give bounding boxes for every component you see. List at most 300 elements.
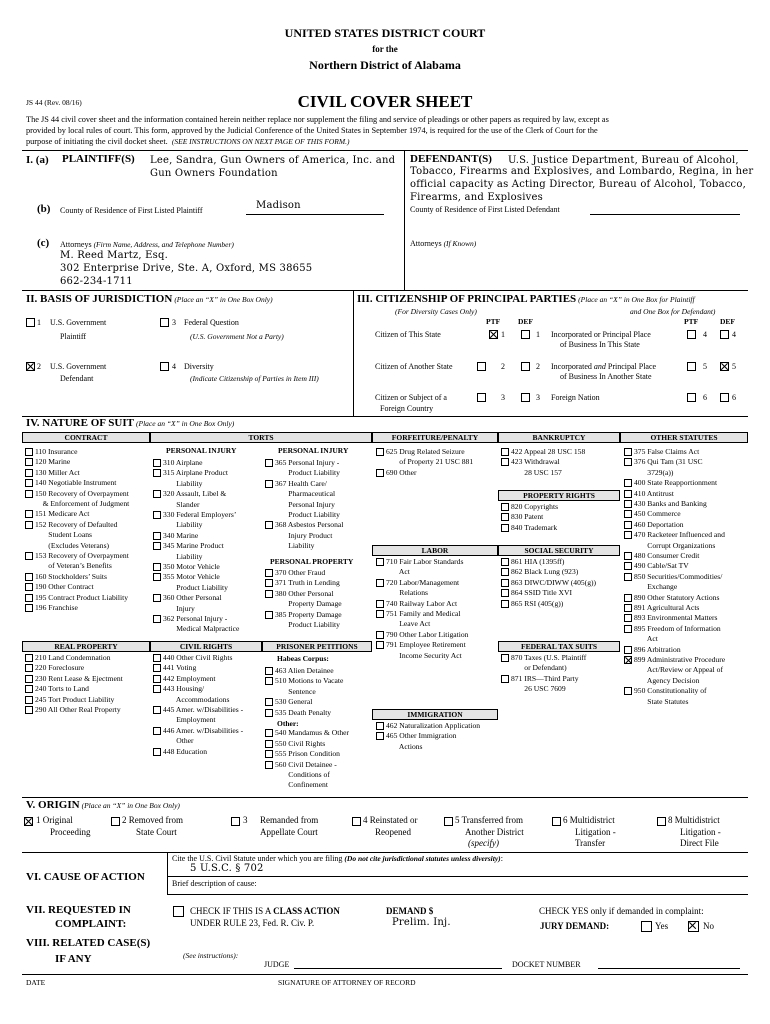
nos-label-410: 410 Antitrust bbox=[634, 488, 674, 498]
nos-label-450: 450 Commerce bbox=[634, 509, 681, 519]
page-title: CIVIL COVER SHEET bbox=[297, 92, 473, 111]
nos-label-380: 380 Other Personal bbox=[275, 588, 334, 598]
prisoner-petitions-line-cont: Sentence bbox=[275, 686, 316, 696]
nos-label-710: 710 Fair Labor Standards bbox=[386, 557, 464, 566]
nos-checkbox-371[interactable] bbox=[265, 579, 273, 587]
nos-label-355: 355 Motor Vehicle bbox=[163, 572, 220, 582]
nos-label-861: 861 HIA (1395ff) bbox=[511, 557, 565, 566]
prisoner-petitions-line-cont: Conditions of bbox=[275, 770, 330, 779]
nos-checkbox-462[interactable] bbox=[376, 722, 384, 730]
foreign-nation-label: Foreign Nation bbox=[551, 393, 600, 402]
torts-personal-property-line-cont: Product Liability bbox=[275, 620, 340, 629]
nos-label-460: 460 Deportation bbox=[634, 519, 684, 529]
nos-checkbox-480[interactable] bbox=[624, 552, 632, 560]
nos-label-790: 790 Other Labor Litigation bbox=[386, 629, 469, 639]
nos-checkbox-385[interactable] bbox=[265, 611, 273, 619]
section-3-note-2: (For Diversity Cases Only) bbox=[395, 307, 477, 316]
origin-2-sub: State Court bbox=[136, 827, 177, 837]
nos-checkbox-240[interactable] bbox=[25, 685, 33, 693]
nos-checkbox-864[interactable] bbox=[501, 589, 509, 597]
nos-label-540: 540 Mandamus & Other bbox=[275, 728, 350, 738]
nos-label-840: 840 Trademark bbox=[511, 522, 558, 532]
citizen-1-ptf-num: 1 bbox=[501, 330, 505, 339]
nos-checkbox-890[interactable] bbox=[624, 594, 632, 602]
nos-label-371: 371 Truth in Lending bbox=[275, 578, 340, 588]
nos-checkbox-151[interactable] bbox=[25, 510, 33, 518]
ptf-header-right: PTF bbox=[684, 317, 699, 326]
nos-label-320: 320 Assault, Libel & bbox=[163, 489, 227, 499]
nos-checkbox-152[interactable] bbox=[25, 521, 33, 529]
nos-checkbox-440[interactable] bbox=[153, 654, 161, 662]
labor-line-cont: Act bbox=[386, 567, 410, 577]
section-2-title: II. BASIS OF JURISDICTION (Place an “X” in One Box Only) bbox=[26, 293, 273, 305]
citizen-6-def-num: 6 bbox=[732, 393, 736, 402]
nos-checkbox-865[interactable] bbox=[501, 600, 509, 608]
court-name: UNITED STATES DISTRICT COURT bbox=[284, 26, 486, 40]
origin-8-sub: Litigation - bbox=[680, 827, 721, 837]
nos-checkbox-863[interactable] bbox=[501, 579, 509, 587]
plaintiffs-label: PLAINTIFF(S) bbox=[62, 153, 135, 165]
nos-label-530: 530 General bbox=[275, 697, 313, 707]
header-prisoner-petitions: PRISONER PETITIONS bbox=[262, 641, 372, 652]
jury-no-label: No bbox=[703, 921, 714, 931]
citizen-2-def-num: 2 bbox=[536, 362, 540, 371]
nos-checkbox-550[interactable] bbox=[265, 740, 273, 748]
incorporated-this-state-def-checkbox[interactable] bbox=[720, 330, 729, 339]
nos-checkbox-430[interactable] bbox=[624, 500, 632, 508]
nos-label-510: 510 Motions to Vacate bbox=[275, 676, 344, 686]
nos-checkbox-380[interactable] bbox=[265, 590, 273, 598]
nos-checkbox-790[interactable] bbox=[376, 631, 384, 639]
nos-label-850: 850 Securities/Commodities/ bbox=[634, 571, 723, 581]
nos-label-720: 720 Labor/Management bbox=[386, 577, 460, 587]
nos-checkbox-220[interactable] bbox=[25, 664, 33, 672]
jurisdiction-3-label: Federal Question bbox=[184, 318, 239, 327]
intro-line-1: The JS 44 civil cover sheet and the information contained herein neither replace nor supplement the filing and service of pleadings or other papers as required by law, except as bbox=[26, 115, 609, 124]
signature-label: SIGNATURE OF ATTORNEY OF RECORD bbox=[278, 978, 416, 987]
nos-label-448: 448 Education bbox=[163, 746, 208, 756]
nos-label-220: 220 Foreclosure bbox=[35, 663, 85, 673]
torts-personal-injury-line-cont: Liability bbox=[163, 520, 203, 530]
nos-checkbox-871[interactable] bbox=[501, 675, 509, 683]
nos-label-140: 140 Negotiable Instrument bbox=[35, 478, 117, 488]
nos-label-360: 360 Other Personal bbox=[163, 593, 222, 603]
nos-label-871: 871 IRS—Third Party bbox=[511, 673, 579, 683]
nos-label-190: 190 Other Contract bbox=[35, 582, 94, 592]
torts-personal-injury-line-cont: Liability bbox=[163, 551, 203, 561]
attorney-line-2[interactable]: 302 Enterprise Drive, Ste. A, Oxford, MS 38655 bbox=[60, 263, 313, 274]
torts-personal-injury-product-line-cont: Pharmaceutical bbox=[275, 489, 336, 499]
citizen-foreign-label: Citizen or Subject of a bbox=[375, 393, 447, 402]
labor-line-cont: Income Security Act bbox=[386, 650, 462, 660]
torts-personal-injury-line-cont: Liability bbox=[163, 478, 203, 488]
nos-label-230: 230 Rent Lease & Ejectment bbox=[35, 673, 123, 683]
torts-personal-injury-product-line-cont: Personal Injury bbox=[275, 499, 335, 509]
nos-checkbox-370[interactable] bbox=[265, 569, 273, 577]
nos-label-376: 376 Qui Tam (31 USC bbox=[634, 457, 703, 467]
class-action-label: CHECK IF THIS IS A CLASS ACTION bbox=[190, 906, 340, 916]
jurisdiction-1-checkbox[interactable] bbox=[26, 318, 35, 327]
citizen-this-state-label: Citizen of This State bbox=[375, 330, 441, 339]
other-statutes-line-cont: Agency Decision bbox=[634, 675, 700, 685]
nos-checkbox-861[interactable] bbox=[501, 558, 509, 566]
jurisdiction-1-sub: Plaintiff bbox=[60, 332, 87, 341]
other-statutes-line-cont: State Statutes bbox=[634, 696, 689, 706]
nos-checkbox-410[interactable] bbox=[624, 490, 632, 498]
attorney-line-3[interactable]: 662-234-1711 bbox=[60, 276, 133, 287]
civil-rights-line-cont: Other bbox=[163, 736, 194, 746]
nos-label-893: 893 Environmental Matters bbox=[634, 613, 718, 623]
nos-checkbox-368[interactable] bbox=[265, 521, 273, 529]
citizen-foreign-ptf-checkbox[interactable] bbox=[477, 393, 486, 402]
incorporated-another-state-ptf-checkbox[interactable] bbox=[687, 362, 696, 371]
nos-label-195: 195 Contract Product Liability bbox=[35, 592, 129, 602]
plaintiffs-value-2[interactable]: Gun Owners Foundation bbox=[150, 168, 278, 179]
torts-personal-injury-product-line-cont: Injury Product bbox=[275, 530, 333, 540]
nos-checkbox-530[interactable] bbox=[265, 698, 273, 706]
origin-3-sub: Appellate Court bbox=[260, 827, 318, 837]
nos-label-370: 370 Other Fraud bbox=[275, 568, 326, 577]
nos-label-865: 865 RSI (405(g)) bbox=[511, 598, 564, 608]
for-the: for the bbox=[372, 44, 398, 54]
prisoner-petitions-line-cont: Confinement bbox=[275, 780, 328, 790]
habeas-corpus-header: Habeas Corpus: bbox=[277, 654, 329, 663]
nos-label-375: 375 False Claims Act bbox=[634, 447, 700, 456]
defendants-value-1[interactable]: U.S. Justice Department, Bureau of Alcohol, bbox=[508, 155, 739, 166]
nos-checkbox-330[interactable] bbox=[153, 511, 161, 519]
citizen-another-state-def-checkbox[interactable] bbox=[521, 362, 530, 371]
nos-label-110: 110 Insurance bbox=[35, 447, 78, 456]
origin-5-checkbox[interactable] bbox=[444, 817, 453, 826]
jurisdiction-1-label: U.S. Government bbox=[50, 318, 107, 327]
class-action-checkbox[interactable] bbox=[173, 906, 184, 917]
nos-checkbox-422[interactable] bbox=[501, 448, 509, 456]
def-header-left: DEF bbox=[518, 317, 533, 326]
nos-checkbox-290[interactable] bbox=[25, 706, 33, 714]
nos-checkbox-423[interactable] bbox=[501, 458, 509, 466]
nos-checkbox-400[interactable] bbox=[624, 479, 632, 487]
nos-label-130: 130 Miller Act bbox=[35, 467, 80, 477]
citizen-1-def-num: 1 bbox=[536, 330, 540, 339]
nos-checkbox-230[interactable] bbox=[25, 675, 33, 683]
origin-5-sub: Another District bbox=[465, 827, 524, 837]
section-8-title-2: IF ANY bbox=[55, 953, 92, 965]
section-6-title: VI. CAUSE OF ACTION bbox=[26, 871, 145, 883]
header-contract: CONTRACT bbox=[22, 432, 150, 443]
nos-label-950: 950 Constitutionality of bbox=[634, 686, 707, 696]
section-1c-label: (c) bbox=[37, 237, 50, 249]
nos-checkbox-362[interactable] bbox=[153, 615, 161, 623]
nos-checkbox-895[interactable] bbox=[624, 625, 632, 633]
jurisdiction-3-checkbox[interactable] bbox=[160, 318, 169, 327]
nos-checkbox-365[interactable] bbox=[265, 459, 273, 467]
intro-line-3: purpose of initiating the civil docket sheet. (SEE INSTRUCTIONS ON NEXT PAGE OF THIS FORM.) bbox=[26, 137, 350, 146]
nos-checkbox-210[interactable] bbox=[25, 654, 33, 662]
nos-checkbox-862[interactable] bbox=[501, 568, 509, 576]
nos-label-899: 899 Administrative Procedure bbox=[634, 655, 726, 664]
nos-checkbox-320[interactable] bbox=[153, 490, 161, 498]
intro-line-2: provided by local rules of court. This form, approved by the Judicial Conference of the United States in September 1974, is required for the use of the Clerk of Court for the bbox=[26, 126, 598, 135]
nos-label-422: 422 Appeal 28 USC 158 bbox=[511, 447, 586, 456]
citizen-3-ptf-num: 3 bbox=[501, 393, 505, 402]
civil-rights-line-cont: Accommodations bbox=[163, 694, 230, 704]
nos-checkbox-345[interactable] bbox=[153, 542, 161, 550]
nos-label-446: 446 Amer. w/Disabilities - bbox=[163, 725, 244, 735]
citizen-this-state-def-checkbox[interactable] bbox=[521, 330, 530, 339]
check-yes-label: CHECK YES only if demanded in complaint: bbox=[539, 906, 704, 916]
nos-label-470: 470 Racketeer Influenced and bbox=[634, 530, 725, 540]
nos-checkbox-245[interactable] bbox=[25, 696, 33, 704]
header-labor: LABOR bbox=[372, 545, 498, 556]
nos-checkbox-470[interactable] bbox=[624, 531, 632, 539]
defendants-value-4[interactable]: Firearms, and Explosives bbox=[410, 192, 543, 203]
nos-checkbox-893[interactable] bbox=[624, 614, 632, 622]
nos-checkbox-891[interactable] bbox=[624, 604, 632, 612]
nos-label-690: 690 Other bbox=[386, 467, 417, 477]
section-3-title: III. CITIZENSHIP OF PRINCIPAL PARTIES (Place an “X” in One Box for Plaintiff bbox=[357, 293, 695, 305]
incorporated-another-state-sub: of Business In Another State bbox=[560, 372, 652, 381]
nos-checkbox-465[interactable] bbox=[376, 732, 384, 740]
torts-personal-injury-product-line-cont: Product Liability bbox=[275, 468, 340, 478]
federal-tax-line-cont: 26 USC 7609 bbox=[511, 684, 566, 694]
nos-checkbox-840[interactable] bbox=[501, 524, 509, 532]
origin-5-specify: (specify) bbox=[468, 838, 499, 848]
nos-checkbox-791[interactable] bbox=[376, 641, 384, 649]
nos-checkbox-690[interactable] bbox=[376, 469, 384, 477]
origin-1-checkbox[interactable] bbox=[24, 817, 33, 826]
citizen-this-state-ptf-checkbox[interactable] bbox=[489, 330, 498, 339]
nos-checkbox-820[interactable] bbox=[501, 503, 509, 511]
nos-checkbox-310[interactable] bbox=[153, 459, 161, 467]
nos-checkbox-510[interactable] bbox=[265, 677, 273, 685]
civil-rights-line-cont: Employment bbox=[163, 715, 216, 725]
defendants-value-3[interactable]: official capacity as Acting Director, Bureau of Alcohol, Tobacco, bbox=[410, 179, 746, 190]
header-civil-rights: CIVIL RIGHTS bbox=[150, 641, 262, 652]
jury-demand-label: JURY DEMAND: bbox=[540, 921, 610, 931]
form-id: JS 44 (Rev. 08/16) bbox=[26, 98, 82, 107]
torts-personal-injury-line-cont: Injury bbox=[163, 603, 195, 613]
nos-checkbox-442[interactable] bbox=[153, 675, 161, 683]
nos-label-367: 367 Health Care/ bbox=[275, 478, 327, 488]
nos-checkbox-448[interactable] bbox=[153, 748, 161, 756]
nos-checkbox-950[interactable] bbox=[624, 687, 632, 695]
nos-label-290: 290 All Other Real Property bbox=[35, 705, 121, 714]
demand-value[interactable]: Prelim. Inj. bbox=[392, 917, 451, 928]
other-statutes-line-cont: 3729(a)) bbox=[634, 467, 674, 477]
citizen-foreign-def-checkbox[interactable] bbox=[521, 393, 530, 402]
other-statutes-line-cont: Corrupt Organizations bbox=[634, 540, 716, 550]
nos-label-196: 196 Franchise bbox=[35, 603, 78, 612]
nos-checkbox-110[interactable] bbox=[25, 448, 33, 456]
section-7-title-1: VII. REQUESTED IN bbox=[26, 904, 131, 916]
origin-4-checkbox[interactable] bbox=[352, 817, 361, 826]
nos-label-490: 490 Cable/Sat TV bbox=[634, 561, 689, 571]
nos-label-625: 625 Drug Related Seizure bbox=[386, 447, 465, 456]
section-8-title-1: VIII. RELATED CASE(S) bbox=[26, 937, 151, 949]
demand-label: DEMAND $ bbox=[386, 906, 434, 916]
nos-checkbox-130[interactable] bbox=[25, 469, 33, 477]
nos-label-863: 863 DIWC/DIWW (405(g)) bbox=[511, 577, 597, 587]
brief-description-label: Brief description of cause: bbox=[172, 879, 257, 888]
nos-checkbox-450[interactable] bbox=[624, 510, 632, 518]
other-statutes-line-cont: Exchange bbox=[634, 582, 678, 592]
nos-checkbox-751[interactable] bbox=[376, 610, 384, 618]
header-federal-tax-suits: FEDERAL TAX SUITS bbox=[498, 641, 620, 652]
jurisdiction-4-num: 4 bbox=[172, 362, 176, 371]
nos-checkbox-196[interactable] bbox=[25, 604, 33, 612]
origin-1-label: 1 Original bbox=[36, 815, 73, 825]
citizen-another-state-ptf-checkbox[interactable] bbox=[477, 362, 486, 371]
origin-3-checkbox[interactable] bbox=[231, 817, 240, 826]
personal-property-header: PERSONAL PROPERTY bbox=[270, 557, 354, 566]
nos-checkbox-195[interactable] bbox=[25, 594, 33, 602]
torts-personal-property-line-cont: Property Damage bbox=[275, 599, 342, 609]
nos-label-315: 315 Airplane Product bbox=[163, 468, 228, 478]
nos-checkbox-376[interactable] bbox=[624, 458, 632, 466]
defendants-value-2[interactable]: Tobacco, Firearms and Explosives, and Lombardo, Regina, in her bbox=[410, 166, 754, 177]
nos-checkbox-830[interactable] bbox=[501, 513, 509, 521]
county-plaintiff-value[interactable]: Madison bbox=[256, 200, 301, 211]
nos-checkbox-463[interactable] bbox=[265, 667, 273, 675]
jurisdiction-1-num: 1 bbox=[37, 318, 41, 327]
nos-label-400: 400 State Reapportionment bbox=[634, 478, 718, 488]
origin-5-label: 5 Transferred from bbox=[455, 815, 523, 825]
nos-checkbox-350[interactable] bbox=[153, 563, 161, 571]
nos-label-740: 740 Railway Labor Act bbox=[386, 598, 458, 608]
nos-label-210: 210 Land Condemnation bbox=[35, 653, 111, 662]
nos-checkbox-896[interactable] bbox=[624, 646, 632, 654]
section-1a-label: I. (a) bbox=[26, 154, 49, 166]
nos-checkbox-340[interactable] bbox=[153, 532, 161, 540]
nos-checkbox-360[interactable] bbox=[153, 594, 161, 602]
nos-label-151: 151 Medicare Act bbox=[35, 509, 90, 519]
nos-checkbox-460[interactable] bbox=[624, 521, 632, 529]
nos-checkbox-355[interactable] bbox=[153, 573, 161, 581]
origin-2-checkbox[interactable] bbox=[111, 817, 120, 826]
nos-label-864: 864 SSID Title XVI bbox=[511, 588, 572, 598]
incorporated-this-state-label: Incorporated or Principal Place bbox=[551, 330, 651, 339]
torts-personal-injury-line-cont: Slander bbox=[163, 499, 200, 509]
nos-label-480: 480 Consumer Credit bbox=[634, 551, 700, 560]
nos-checkbox-441[interactable] bbox=[153, 664, 161, 672]
nos-checkbox-540[interactable] bbox=[265, 729, 273, 737]
nos-checkbox-153[interactable] bbox=[25, 552, 33, 560]
incorporated-another-state-def-checkbox[interactable] bbox=[720, 362, 729, 371]
nos-checkbox-375[interactable] bbox=[624, 448, 632, 456]
nos-label-465: 465 Other Immigration bbox=[386, 731, 457, 741]
jury-yes-checkbox[interactable] bbox=[641, 921, 652, 932]
nos-label-240: 240 Torts to Land bbox=[35, 684, 89, 694]
judge-label: JUDGE bbox=[264, 960, 290, 969]
nos-checkbox-625[interactable] bbox=[376, 448, 384, 456]
nos-label-153: 153 Recovery of Overpayment bbox=[35, 551, 129, 560]
nos-label-555: 555 Prison Condition bbox=[275, 749, 340, 759]
jurisdiction-4-sub: (Indicate Citizenship of Parties in Item III) bbox=[190, 374, 319, 383]
nos-checkbox-740[interactable] bbox=[376, 600, 384, 608]
nos-checkbox-870[interactable] bbox=[501, 654, 509, 662]
nos-label-751: 751 Family and Medical bbox=[386, 609, 461, 618]
jurisdiction-2-label: U.S. Government bbox=[50, 362, 107, 371]
citizen-5-def-num: 5 bbox=[732, 362, 736, 371]
foreign-nation-def-checkbox[interactable] bbox=[720, 393, 729, 402]
bankruptcy-line-cont: 28 USC 157 bbox=[511, 467, 562, 477]
nos-checkbox-560[interactable] bbox=[265, 761, 273, 769]
contract-line-cont: of Veteran’s Benefits bbox=[35, 561, 112, 571]
torts-personal-injury-product-line-cont: Product Liability bbox=[275, 510, 340, 519]
origin-8-checkbox[interactable] bbox=[657, 817, 666, 826]
header-real-property: REAL PROPERTY bbox=[22, 641, 150, 652]
section-5-title: V. ORIGIN (Place an “X” in One Box Only) bbox=[26, 799, 180, 811]
labor-line-cont: Leave Act bbox=[386, 619, 431, 629]
statute-value[interactable]: 5 U.S.C. § 702 bbox=[190, 863, 264, 874]
nos-checkbox-899[interactable] bbox=[624, 656, 632, 664]
nos-label-896: 896 Arbitration bbox=[634, 644, 681, 654]
nos-label-120: 120 Marine bbox=[35, 457, 71, 467]
nos-checkbox-140[interactable] bbox=[25, 479, 33, 487]
nos-label-430: 430 Banks and Banking bbox=[634, 499, 707, 508]
nos-checkbox-150[interactable] bbox=[25, 490, 33, 498]
contract-line-cont: (Excludes Veterans) bbox=[35, 540, 110, 550]
plaintiffs-value-1[interactable]: Lee, Sandra, Gun Owners of America, Inc. and bbox=[150, 155, 396, 166]
county-defendant-label: County of Residence of First Listed Defendant bbox=[410, 205, 560, 214]
nos-label-862: 862 Black Lung (923) bbox=[511, 567, 579, 577]
see-instructions: (See instructions): bbox=[183, 951, 239, 960]
jurisdiction-4-checkbox[interactable] bbox=[160, 362, 169, 371]
nos-label-152: 152 Recovery of Defaulted bbox=[35, 519, 118, 529]
nos-label-350: 350 Motor Vehicle bbox=[163, 562, 220, 571]
nos-checkbox-555[interactable] bbox=[265, 750, 273, 758]
header-property-rights: PROPERTY RIGHTS bbox=[498, 490, 620, 501]
nos-label-365: 365 Personal Injury - bbox=[275, 458, 340, 467]
origin-8-sub2: Direct File bbox=[680, 838, 719, 848]
origin-6-checkbox[interactable] bbox=[552, 817, 561, 826]
incorporated-this-state-ptf-checkbox[interactable] bbox=[687, 330, 696, 339]
attorney-line-1[interactable]: M. Reed Martz, Esq. bbox=[60, 250, 168, 261]
jurisdiction-3-sub: (U.S. Government Not a Party) bbox=[190, 332, 284, 341]
nos-checkbox-490[interactable] bbox=[624, 562, 632, 570]
nos-checkbox-445[interactable] bbox=[153, 706, 161, 714]
nos-checkbox-443[interactable] bbox=[153, 685, 161, 693]
nos-label-340: 340 Marine bbox=[163, 530, 199, 540]
other-statutes-line-cont: Act/Review or Appeal of bbox=[634, 665, 723, 675]
jurisdiction-2-sub: Defendant bbox=[60, 374, 94, 383]
ptf-header-left: PTF bbox=[486, 317, 501, 326]
nos-checkbox-535[interactable] bbox=[265, 709, 273, 717]
foreign-nation-ptf-checkbox[interactable] bbox=[687, 393, 696, 402]
nos-checkbox-315[interactable] bbox=[153, 469, 161, 477]
nos-checkbox-160[interactable] bbox=[25, 573, 33, 581]
nos-label-830: 830 Patent bbox=[511, 512, 544, 522]
nos-label-820: 820 Copyrights bbox=[511, 502, 559, 511]
nos-checkbox-367[interactable] bbox=[265, 480, 273, 488]
attorneys-label: Attorneys (Firm Name, Address, and Telephone Number) bbox=[60, 240, 234, 249]
nos-checkbox-446[interactable] bbox=[153, 727, 161, 735]
contract-line-cont: Student Loans bbox=[35, 530, 92, 540]
nos-checkbox-720[interactable] bbox=[376, 579, 384, 587]
origin-2-label: 2 Removed from bbox=[122, 815, 183, 825]
jurisdiction-2-checkbox[interactable] bbox=[26, 362, 35, 371]
nos-checkbox-120[interactable] bbox=[25, 458, 33, 466]
section-7-title-2: COMPLAINT: bbox=[55, 918, 127, 930]
nos-label-362: 362 Personal Injury - bbox=[163, 614, 228, 623]
citizen-3-def-num: 3 bbox=[536, 393, 540, 402]
nos-checkbox-710[interactable] bbox=[376, 558, 384, 566]
nos-checkbox-850[interactable] bbox=[624, 573, 632, 581]
federal-tax-line-cont: or Defendant) bbox=[511, 663, 567, 673]
origin-4-sub: Reopened bbox=[375, 827, 411, 837]
nos-checkbox-190[interactable] bbox=[25, 583, 33, 591]
jury-no-checkbox[interactable] bbox=[688, 921, 699, 932]
